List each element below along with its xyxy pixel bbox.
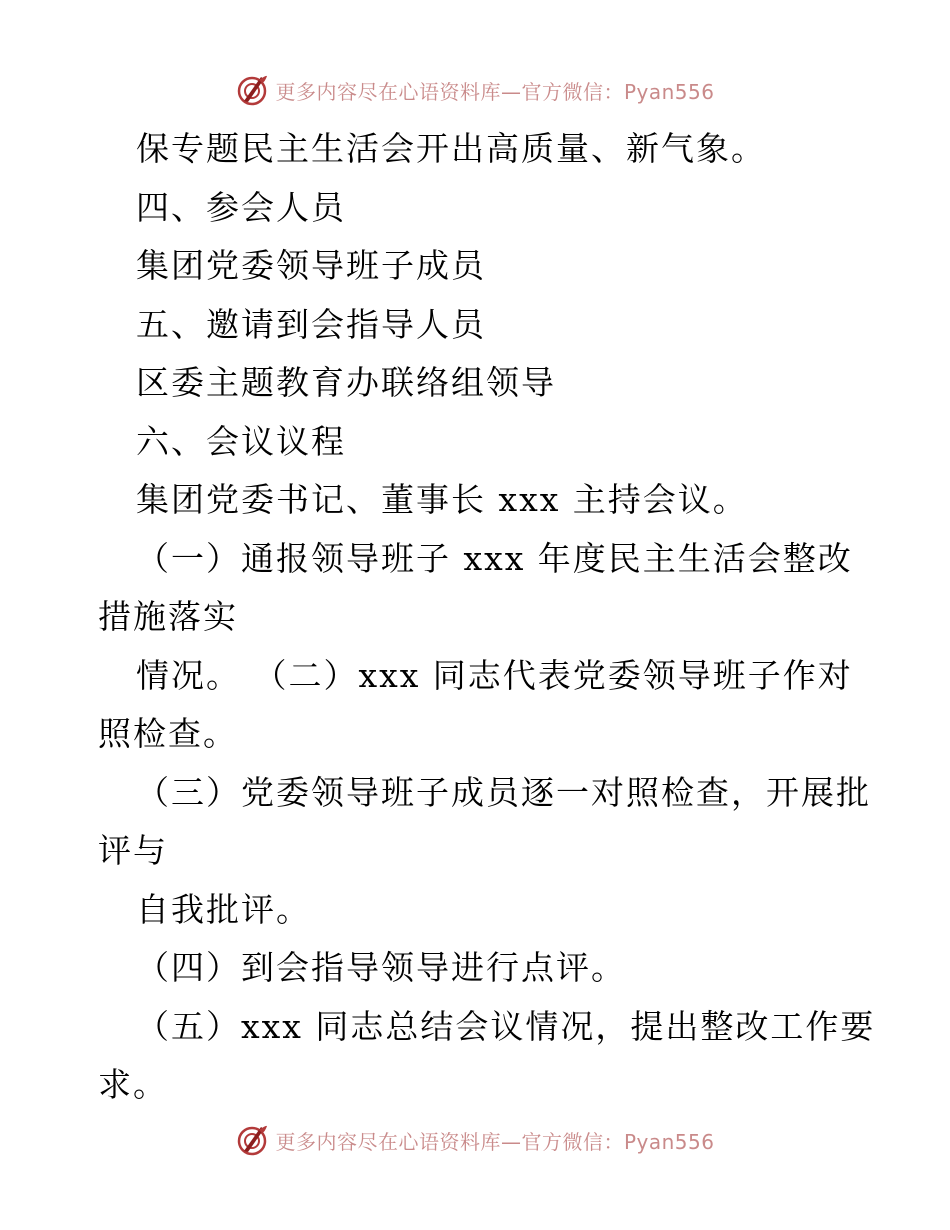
header-watermark — [0, 70, 950, 110]
agenda-item-1: （一）通报领导班子 xxx 年度民主生活会整改 — [136, 538, 853, 578]
agenda-item-3-continued-2: 自我批评。 — [136, 889, 311, 929]
agenda-item-4: （四）到会指导领导进行点评。 — [136, 948, 626, 987]
agenda-item-3: （三）党委领导班子成员逐一对照检查，开展批 — [136, 772, 871, 812]
quill-pen-seal-icon — [235, 1123, 269, 1157]
footer-watermark — [0, 1120, 950, 1160]
agenda-item-1-continued: 措施落实 — [98, 597, 238, 636]
agenda-item-2-continued: 照检查。 — [98, 714, 238, 753]
paragraph-line: 保专题民主生活会开出高质量、新气象。 — [136, 129, 766, 168]
agenda-item-2: 情况。 （二）xxx 同志代表党委领导班子作对 — [136, 655, 853, 695]
document-body — [98, 120, 876, 1115]
quill-pen-seal-icon — [235, 73, 269, 107]
paragraph-line: 集团党委领导班子成员 — [136, 246, 486, 285]
section-heading-agenda: 六、会议议程 — [136, 421, 346, 461]
footer-watermark-text: 更多内容尽在心语资料库—官方微信：Pyan556 — [275, 1129, 715, 1154]
agenda-item-5-continued: 求。 — [98, 1065, 168, 1104]
paragraph-line: 集团党委书记、董事长 xxx 主持会议。 — [136, 480, 748, 519]
agenda-item-3-continued: 评与 — [98, 831, 168, 870]
agenda-item-5: （五）xxx 同志总结会议情况，提出整改工作要 — [136, 1006, 876, 1046]
paragraph-line: 区委主题教育办联络组领导 — [136, 363, 556, 402]
header-watermark-text: 更多内容尽在心语资料库—官方微信：Pyan556 — [275, 79, 715, 104]
section-heading-invited: 五、邀请到会指导人员 — [136, 304, 486, 344]
section-heading-participants: 四、参会人员 — [136, 187, 346, 227]
